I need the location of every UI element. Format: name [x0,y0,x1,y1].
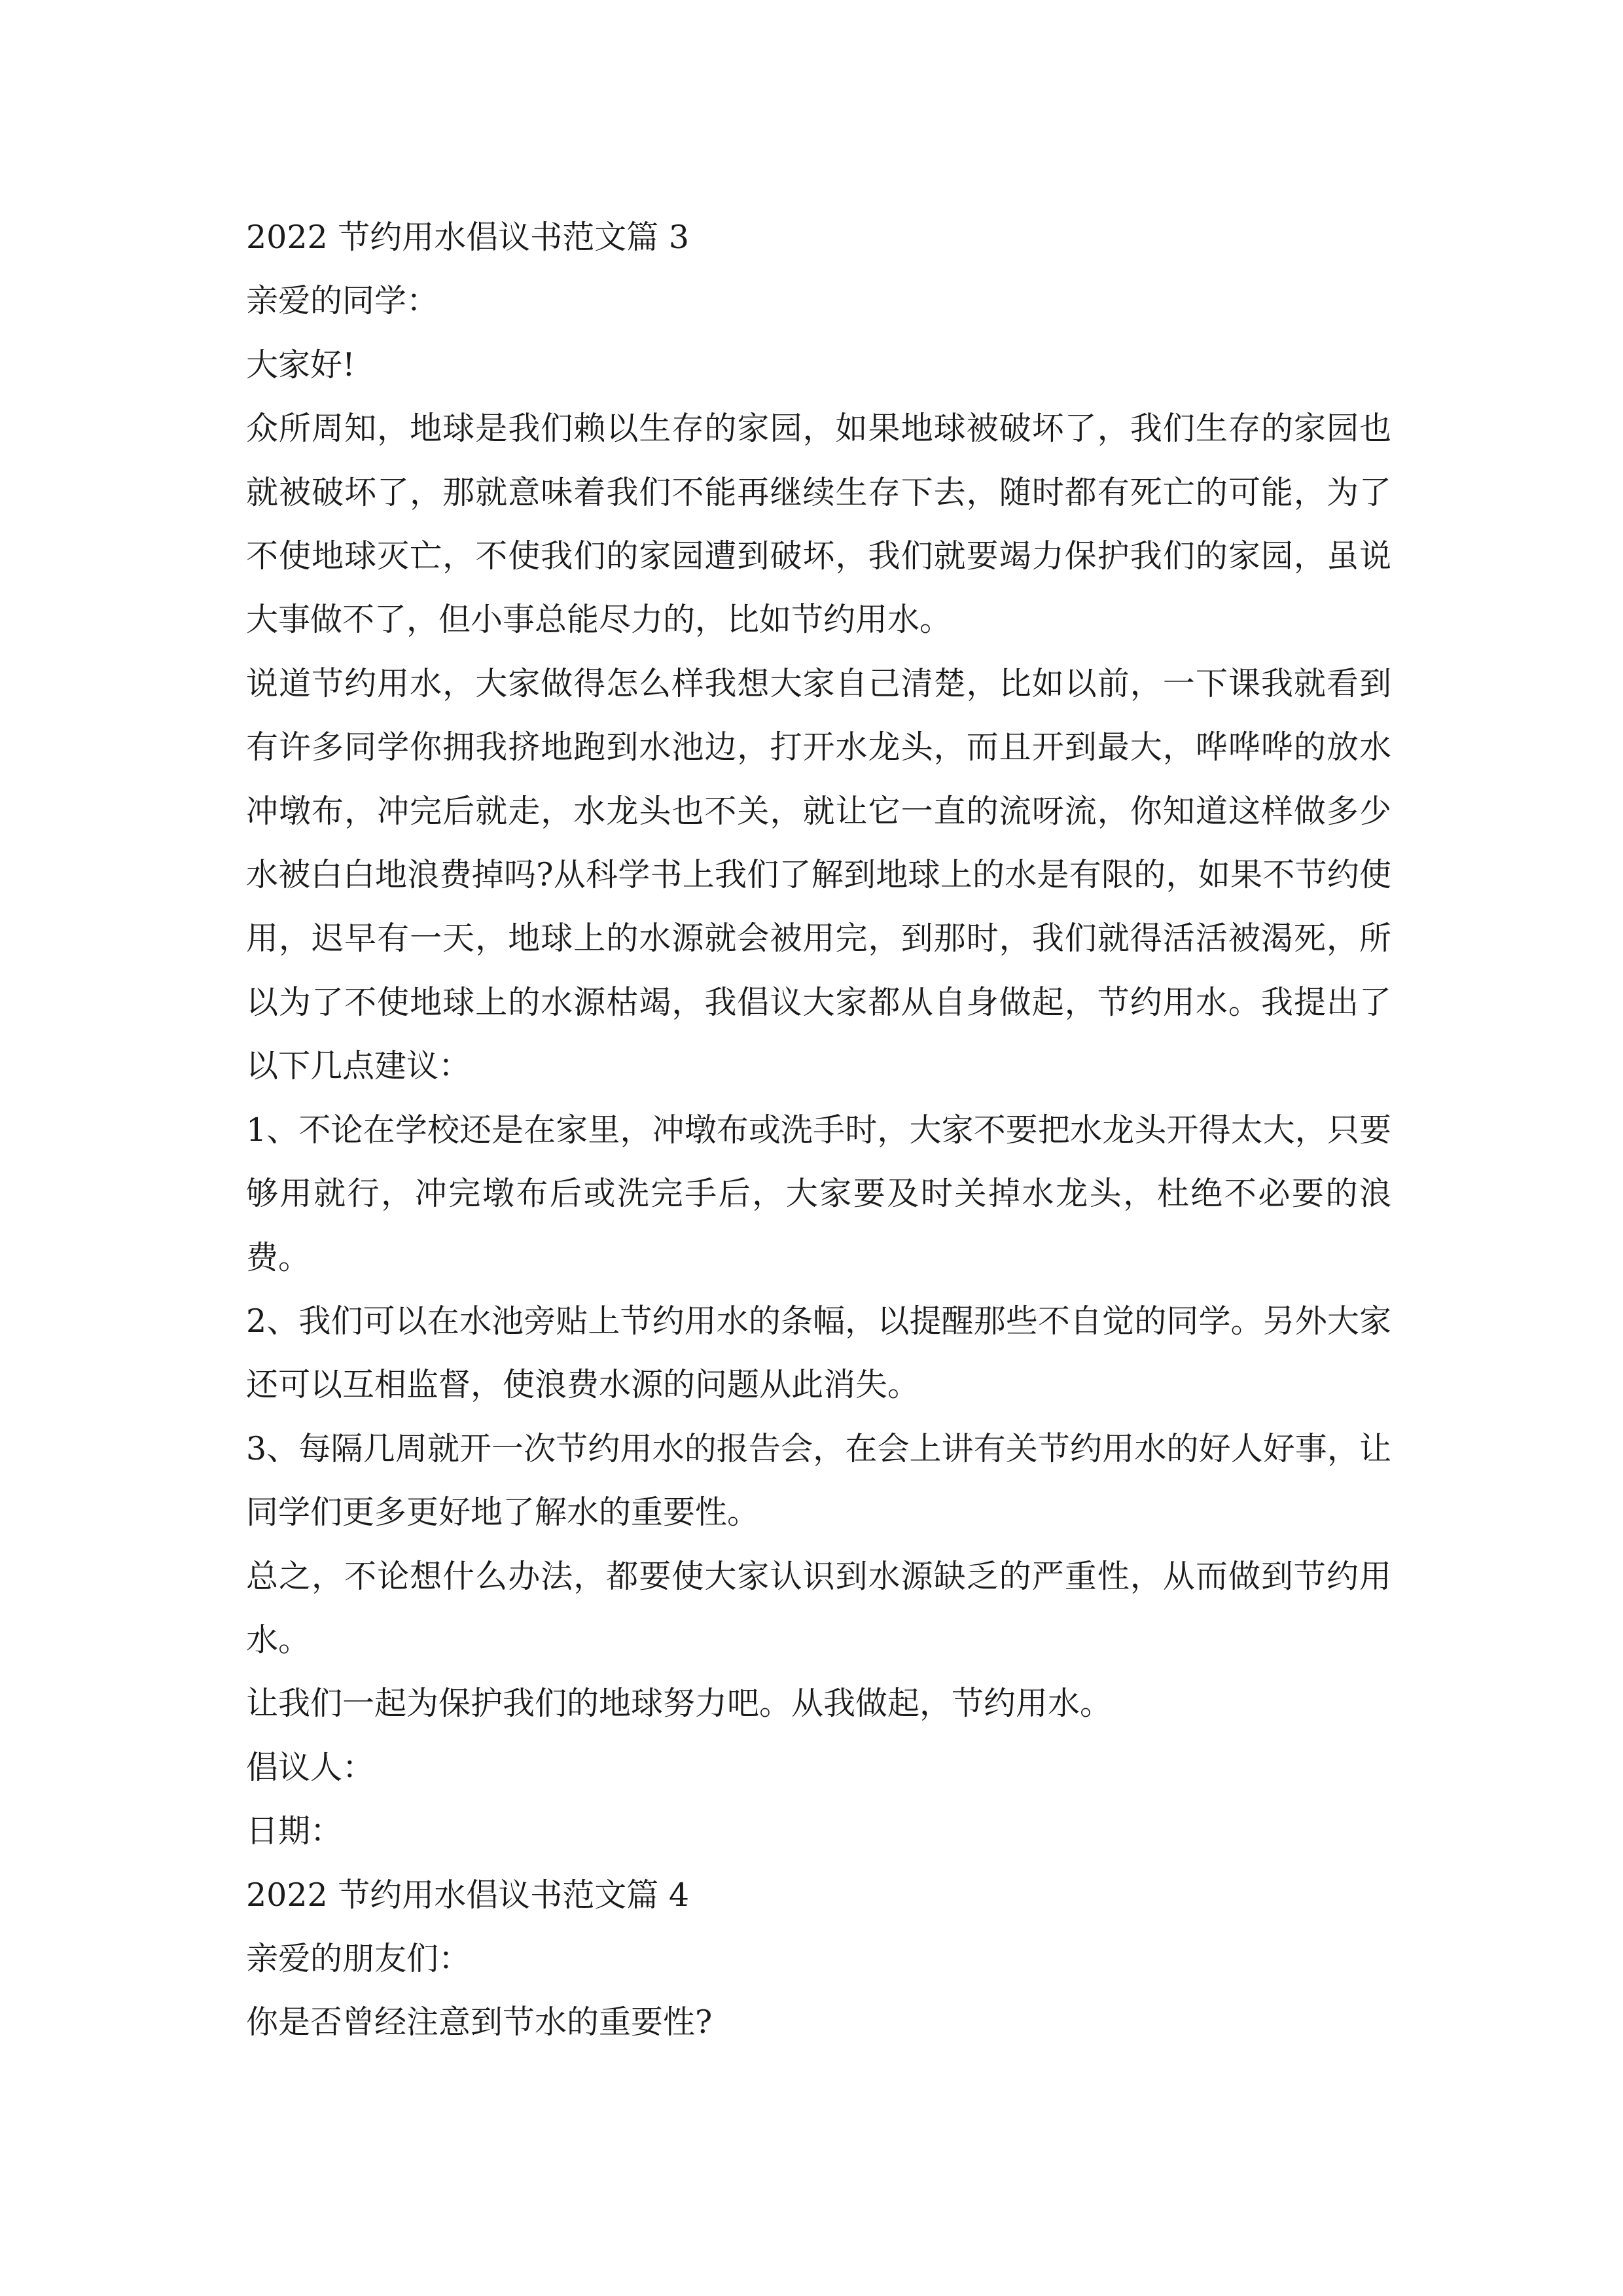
section-3-title: 2022 节约用水倡议书范文篇 3 [246,219,690,256]
section-3-paragraph: 1、不论在学校还是在家里，冲墩布或洗手时，大家不要把水龙头开得太大，只要够用就行，冲完墩布后或洗完手后，大家要及时关掉水龙头，杜绝不必要的浪费。 [246,1111,1391,1276]
section-3-proposer: 倡议人： [246,1748,375,1786]
section-3-date: 日期： [246,1812,343,1850]
section-3-salutation: 亲爱的同学： [246,282,439,320]
section-3-paragraph: 3、每隔几周就开一次节约用水的报告会，在会上讲有关节约用水的好人好事，让同学们更多更好地了解水的重要性。 [246,1429,1391,1532]
section-4-title: 2022 节约用水倡议书范文篇 4 [246,1876,690,1914]
section-3-paragraph: 2、我们可以在水池旁贴上节约用水的条幅，以提醒那些不自觉的同学。另外大家还可以互相监督，使浪费水源的问题从此消失。 [246,1302,1391,1404]
section-3-paragraph: 众所周知，地球是我们赖以生存的家园，如果地球被破坏了，我们生存的家园也就被破坏了，那就意味着我们不能再继续生存下去，随时都有死亡的可能，为了不使地球灭亡，不使我们的家园遭到破坏，我们就要竭力保护我们的家园，虽说大事做不了，但小事总能尽力的，比如节约用水。 [246,410,1391,639]
section-4-salutation: 亲爱的朋友们： [246,1939,471,1977]
section-3-greeting: 大家好! [246,346,355,384]
section-3-paragraph: 总之，不论想什么办法，都要使大家认识到水源缺乏的严重性，从而做到节约用水。 [246,1557,1391,1659]
section-3-paragraph: 让我们一起为保护我们的地球努力吧。从我做起，节约用水。 [246,1685,1113,1723]
section-4-paragraph: 你是否曾经注意到节水的重要性? [246,2003,713,2041]
section-3-paragraph: 说道节约用水，大家做得怎么样我想大家自己清楚，比如以前，一下课我就看到有许多同学你拥我挤地跑到水池边，打开水龙头，而且开到最大，哗哗哗的放水冲墩布，冲完后就走，水龙头也不关，就让它一直的流呀流，你知道这样做多少水被白白地浪费掉吗?从科学书上我们了解到地球上的水是有限的，如果不节约使用，迟早有一天，地球上的水源就会被用完，到那时，我们就得活活被渴死，所以为了不使地球上的水源枯竭，我倡议大家都从自身做起，节约用水。我提出了以下几点建议： [246,664,1391,1085]
document-body [246,206,1391,2054]
